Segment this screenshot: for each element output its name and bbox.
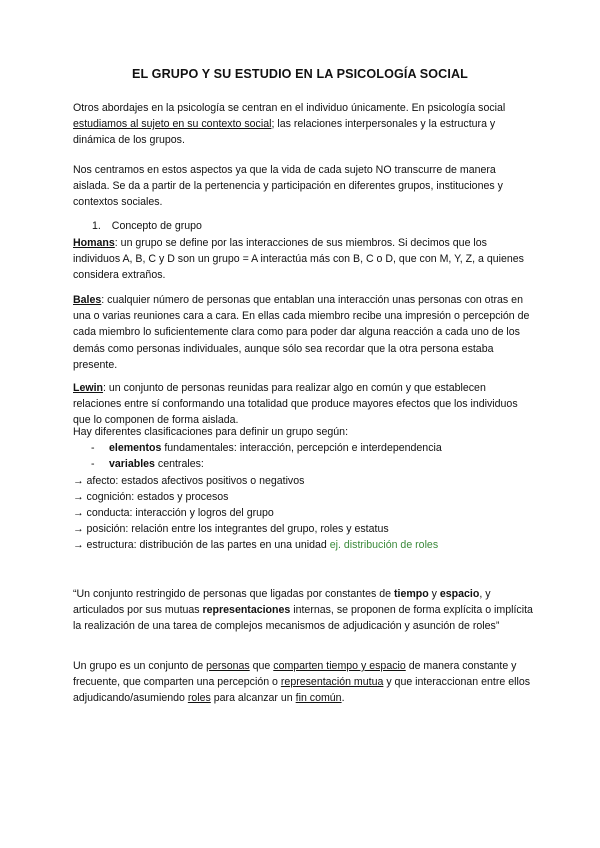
arrow-item-conducta: → conducta: interacción y logros del grupo (73, 507, 274, 520)
arrow-item-cognicion: → cognición: estados y procesos (73, 490, 229, 503)
estructura-text: → estructura: distribución de las partes en una unidad (73, 539, 330, 552)
intro-underlined: estudiamos al sujeto en su contexto social (73, 118, 272, 131)
estructura-example: ej. distribución de roles (329, 539, 439, 552)
elementos-text: fundamentales: interacción, percepción e interdependencia (161, 442, 442, 455)
quote-paragraph (73, 586, 533, 635)
quote-text-y: y (428, 588, 440, 600)
def-text-a: Un grupo es un conjunto de (73, 660, 207, 672)
homans-text: : un grupo se define por las interacciones de sus miembros. Si decimos que los individuos A, B, C y D son un grupo = A interactúa más con B, C o D, que con M, Y, Z, a quienes considera extraños. (73, 237, 524, 282)
quote-text-a: “Un conjunto restringido de personas que ligadas por constantes de (73, 588, 394, 600)
def-comparten: comparten tiempo y espacio (273, 660, 406, 672)
def-fin-comun: fin común (295, 692, 342, 705)
bales-text: : cualquier número de personas que entablan una interacción unas personas con otras en una o varias reuniones cara a cara. En ellas cada miembro recibe una impresión o percepción de cada miembro lo suficientemente clara como para poder dar alguna reacción a cada uno de los demás como personas individuales, aunque sólo sea recordar que la otra persona estaba presente. (73, 294, 530, 371)
def-personas: personas (206, 660, 250, 672)
variables-text: centrales: (154, 458, 204, 471)
dash-bullet: - (91, 442, 95, 455)
quote-representaciones: representaciones (202, 604, 291, 617)
bales-name: Bales (73, 294, 102, 306)
intro-paragraph (73, 100, 533, 149)
arrow-item-posicion: → posición: relación entre los integrantes del grupo, roles y estatus (73, 523, 389, 536)
lewin-text: : un conjunto de personas reunidas para realizar algo en común y que establecen relaciones entre sí conformando una totalidad que produce mayores efectos que los individuos que lo componen de forma aislada. (73, 382, 518, 427)
intro-text-a: Otros abordajes en la psicología se centran en el individuo únicamente. En psicología social (73, 102, 506, 114)
elementos-bold: elementos (109, 442, 162, 455)
classification-block (73, 424, 533, 554)
bales-paragraph (73, 292, 533, 373)
quote-tiempo: tiempo (393, 588, 429, 600)
classification-intro: Hay diferentes clasificaciones para definir un grupo según: (73, 426, 349, 438)
list-item-variables (73, 456, 533, 472)
lewin-paragraph (73, 380, 533, 429)
def-text-d: y que interaccionan entre ellos adjudicando/asumiendo (73, 676, 531, 705)
def-text-b: que (249, 660, 274, 672)
intro-text-b: ; las relaciones interpersonales y la estructura y dinámica de los grupos. (73, 118, 496, 147)
def-text-c: de manera constante y frecuente, que comparten una percepción o (73, 660, 517, 689)
homans-name: Homans (73, 237, 115, 249)
context-paragraph: Nos centramos en estos aspectos ya que la vida de cada sujeto NO transcurre de manera aislada. Se da a partir de la pertenencia y participación en diferentes grupos, instituciones y contextos sociales. (73, 164, 503, 209)
homans-paragraph (73, 235, 533, 284)
document-title: EL GRUPO Y SU ESTUDIO EN LA PSICOLOGÍA SOCIAL (132, 67, 468, 81)
definition-paragraph (73, 658, 533, 707)
def-representacion: representación mutua (280, 676, 384, 689)
quote-text-c: internas, se proponen de forma explícita o implícita la realización de una tarea de complejos mecanismos de adjudicación y asunción de roles” (73, 604, 533, 633)
def-text-e: para alcanzar un (210, 692, 296, 705)
lewin-name: Lewin (73, 382, 104, 394)
quote-text-b: , y articulados por sus mutuas (73, 588, 491, 617)
list-item-concepto (92, 220, 202, 232)
arrow-item-estructura (73, 537, 533, 553)
def-roles: roles (187, 692, 211, 705)
list-item-elementos (73, 440, 533, 456)
arrow-item-afecto: → afecto: estados afectivos positivos o negativos (73, 474, 305, 487)
quote-espacio: espacio (439, 588, 480, 600)
list-label: Concepto de grupo (111, 220, 202, 232)
def-text-f: . (341, 692, 345, 705)
variables-bold: variables (109, 458, 155, 471)
list-number: 1. (92, 220, 101, 232)
dash-bullet: - (91, 458, 95, 471)
